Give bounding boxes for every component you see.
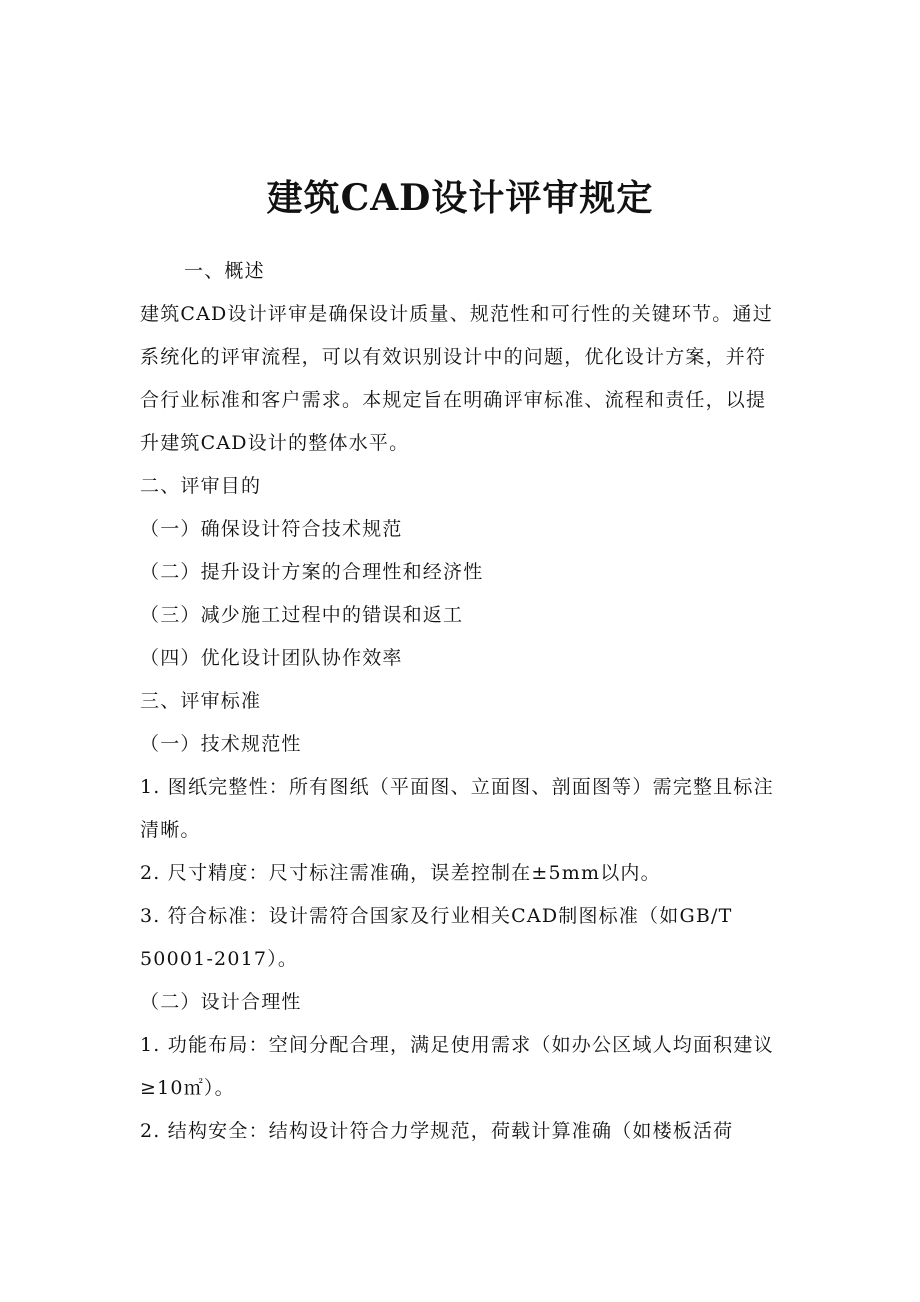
standard-item: 1. 图纸完整性：所有图纸（平面图、立面图、剖面图等）需完整且标注清晰。 bbox=[140, 776, 774, 841]
purpose-item: （三）减少施工过程中的错误和返工 bbox=[140, 604, 464, 626]
design-item: 2. 结构安全：结构设计符合力学规范，荷载计算准确（如楼板活荷 bbox=[140, 1120, 734, 1142]
section-heading-standards: 三、评审标准 bbox=[140, 690, 262, 712]
section-heading-purpose: 二、评审目的 bbox=[140, 475, 262, 497]
standard-item: 2. 尺寸精度：尺寸标注需准确，误差控制在±5mm以内。 bbox=[140, 862, 661, 884]
design-item: 1. 功能布局：空间分配合理，满足使用需求（如办公区域人均面积建议≥10㎡）。 bbox=[140, 1034, 774, 1099]
section-heading-overview: 一、概述 bbox=[184, 260, 265, 282]
purpose-item: （四）优化设计团队协作效率 bbox=[140, 647, 403, 669]
subsection-heading-technical: （一）技术规范性 bbox=[140, 733, 302, 755]
standard-item: 3. 符合标准：设计需符合国家及行业相关CAD制图标准（如GB/T 50001-2017）。 bbox=[140, 905, 733, 970]
document-body bbox=[140, 250, 785, 1153]
purpose-item: （二）提升设计方案的合理性和经济性 bbox=[140, 561, 484, 583]
page-title: 建筑CAD设计评审规定 bbox=[266, 177, 654, 220]
subsection-heading-design: （二）设计合理性 bbox=[140, 991, 302, 1013]
purpose-item: （一）确保设计符合技术规范 bbox=[140, 518, 403, 540]
overview-paragraph: 建筑CAD设计评审是确保设计质量、规范性和可行性的关键环节。通过系统化的评审流程，可以有效识别设计中的问题，优化设计方案，并符合行业标准和客户需求。本规定旨在明确评审标准、流程和责任，以提升建筑CAD设计的整体水平。 bbox=[140, 303, 773, 454]
